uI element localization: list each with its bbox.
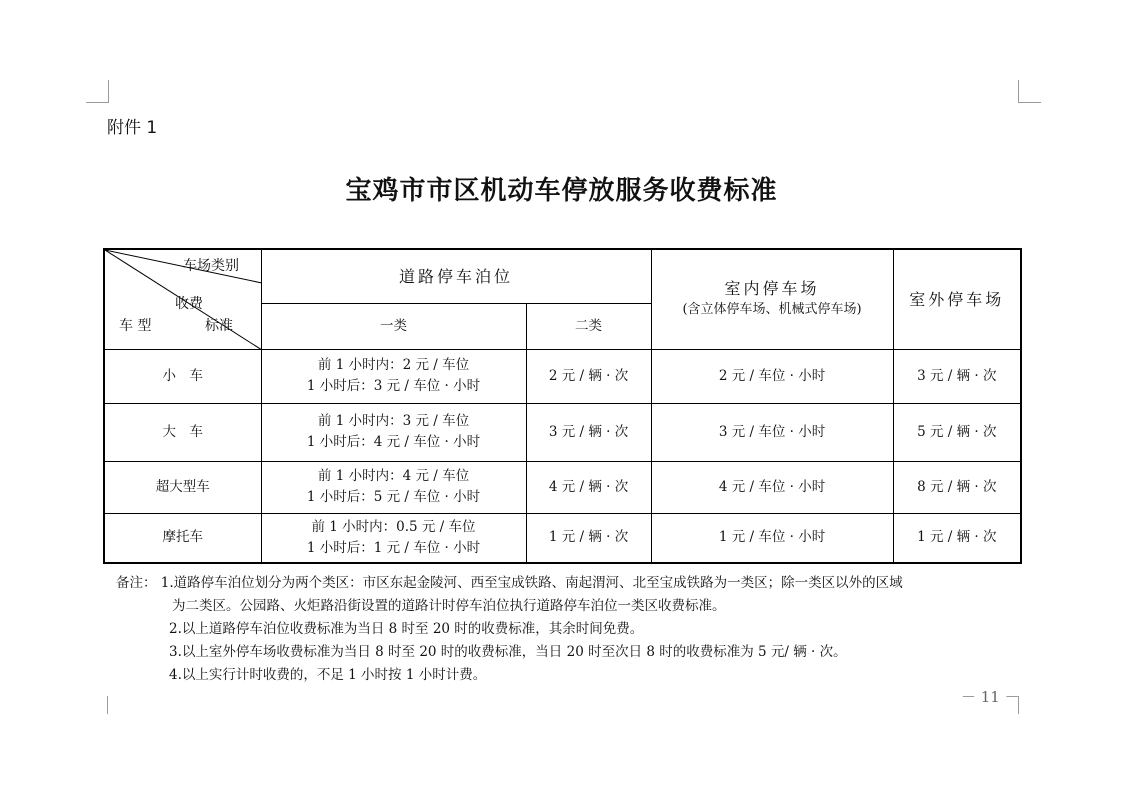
- crop-mark-top-right: [1018, 80, 1041, 103]
- vehicle-type: 小 车: [104, 349, 261, 403]
- table-row: [104, 403, 1021, 461]
- header-indoor-parking: 室内停车场: [724, 279, 820, 299]
- road-class1-fee: [261, 349, 526, 403]
- table-row: [104, 349, 1021, 403]
- header-road-parking: 道路停车泊位: [261, 249, 651, 303]
- document-title: 宝鸡市市区机动车停放服务收费标准: [345, 176, 778, 206]
- crop-mark-top-left: [86, 80, 109, 103]
- fee-line: 1 小时后：1 元 / 车位 · 小时: [306, 539, 481, 556]
- road-class1-fee: [261, 513, 526, 563]
- table-row: [104, 513, 1021, 563]
- road-class2-fee: 4 元 / 辆 · 次: [526, 461, 651, 513]
- crop-mark-bottom-left: [107, 696, 108, 714]
- road-class1-fee: [261, 403, 526, 461]
- vehicle-type: 超大型车: [104, 461, 261, 513]
- fee-table: [103, 248, 1022, 564]
- indoor-fee: 2 元 / 车位 · 小时: [651, 349, 893, 403]
- road-class2-fee: 2 元 / 辆 · 次: [526, 349, 651, 403]
- table-corner-cell: [104, 249, 261, 349]
- vehicle-type: 大 车: [104, 403, 261, 461]
- header-outdoor-parking: 室外停车场: [893, 249, 1021, 349]
- page-number: － 11 －: [961, 688, 1020, 706]
- header-indoor-note: (含立体停车场、机械式停车场): [682, 302, 862, 318]
- outdoor-fee: 3 元 / 辆 · 次: [893, 349, 1021, 403]
- corner-label-vehicle-type: 车 型: [119, 318, 152, 334]
- note-item-1-cont: 为二类区。公园路、火炬路沿街设置的道路计时停车泊位执行道路停车泊位一类区收费标准。: [172, 598, 726, 614]
- notes-label: 备注：: [116, 575, 157, 591]
- fee-line: 前 1 小时内：3 元 / 车位: [317, 413, 470, 429]
- outdoor-fee: 5 元 / 辆 · 次: [893, 403, 1021, 461]
- note-item-3: 3.以上室外停车场收费标准为当日 8 时至 20 时的收费标准，当日 20 时至次日 8 时的收费标准为 5 元/ 辆 · 次。: [169, 644, 847, 660]
- corner-label-fee: 收费: [175, 296, 203, 312]
- fee-line: 前 1 小时内：0.5 元 / 车位: [311, 518, 476, 535]
- outdoor-fee: 8 元 / 辆 · 次: [893, 461, 1021, 513]
- notes-section: [116, 572, 903, 687]
- fee-line: 1 小时后：3 元 / 车位 · 小时: [306, 378, 481, 394]
- header-road-class2: 二类: [526, 303, 651, 349]
- indoor-fee: 3 元 / 车位 · 小时: [651, 403, 893, 461]
- outdoor-fee: 1 元 / 辆 · 次: [893, 513, 1021, 563]
- note-text: 1.道路停车泊位划分为两个类区：市区东起金陵河、西至宝成铁路、南起渭河、北至宝成铁路为一类区；除一类区以外的区域: [160, 575, 903, 591]
- corner-label-lot-type: 车场类别: [183, 258, 239, 274]
- corner-label-standard: 标准: [205, 318, 233, 334]
- vehicle-type: 摩托车: [104, 513, 261, 563]
- table-row: [104, 461, 1021, 513]
- note-item-1: [116, 572, 903, 595]
- indoor-fee: 1 元 / 车位 · 小时: [651, 513, 893, 563]
- road-class1-fee: [261, 461, 526, 513]
- road-class2-fee: 1 元 / 辆 · 次: [526, 513, 651, 563]
- attachment-label: 附件 1: [107, 118, 158, 138]
- fee-line: 1 小时后：5 元 / 车位 · 小时: [306, 489, 481, 505]
- indoor-fee: 4 元 / 车位 · 小时: [651, 461, 893, 513]
- fee-line: 1 小时后：4 元 / 车位 · 小时: [306, 434, 481, 450]
- header-indoor-cell: [651, 249, 893, 349]
- road-class2-fee: 3 元 / 辆 · 次: [526, 403, 651, 461]
- fee-line: 前 1 小时内：2 元 / 车位: [317, 357, 470, 373]
- note-item-2: 2.以上道路停车泊位收费标准为当日 8 时至 20 时的收费标准，其余时间免费。: [169, 621, 644, 637]
- note-item-4: 4.以上实行计时收费的，不足 1 小时按 1 小时计费。: [169, 667, 487, 683]
- header-road-class1: 一类: [261, 303, 526, 349]
- fee-line: 前 1 小时内：4 元 / 车位: [317, 468, 470, 484]
